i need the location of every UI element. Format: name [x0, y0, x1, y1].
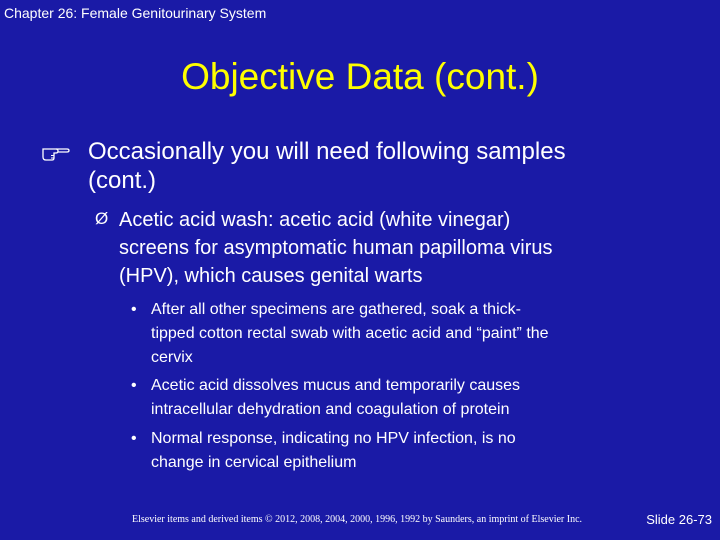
bullet-level2 — [119, 206, 679, 290]
sub-bullet-dot: • — [131, 377, 137, 394]
sub-bullet-item — [151, 298, 671, 370]
sub-bullet-dot: • — [131, 430, 137, 447]
copyright-footer: Elsevier items and derived items © 2012, 2008, 2004, 2000, 1996, 1992 by Saunders, an imprint of Elsevier Inc. — [132, 514, 583, 525]
slide-title: Objective Data (cont.) — [181, 56, 539, 97]
bullet-level1-line: (cont.) — [88, 167, 157, 194]
hand-pointer-icon — [42, 143, 70, 161]
chapter-header: Chapter 26: Female Genitourinary System — [4, 5, 267, 21]
sub-bullet-line: Acetic acid dissolves mucus and temporarily causes — [151, 377, 521, 394]
sub-bullet-line: Normal response, indicating no HPV infection, is no — [151, 430, 516, 447]
bullet-level1-line: Occasionally you will need following samples — [88, 138, 566, 165]
slide-number: Slide 26-73 — [646, 512, 712, 527]
arrowhead-icon: Ø — [95, 209, 109, 228]
sub-bullet-line: After all other specimens are gathered, soak a thick- — [151, 301, 521, 318]
bullet-level2-line: Acetic acid wash: acetic acid (white vinegar) — [119, 209, 511, 231]
sub-bullet-line: change in cervical epithelium — [151, 454, 357, 471]
bullet-level2-line: (HPV), which causes genital warts — [119, 265, 423, 287]
bullet-level2-line: screens for asymptomatic human papilloma virus — [119, 237, 553, 259]
sub-bullet-dot: • — [131, 301, 137, 318]
sub-bullet-line: tipped cotton rectal swab with acetic acid and “paint” the — [151, 325, 549, 342]
sub-bullet-item — [151, 427, 671, 475]
bullet-level1 — [88, 137, 688, 195]
sub-bullet-item — [151, 374, 671, 422]
sub-bullet-line: intracellular dehydration and coagulation of protein — [151, 401, 510, 418]
sub-bullet-line: cervix — [151, 349, 193, 366]
